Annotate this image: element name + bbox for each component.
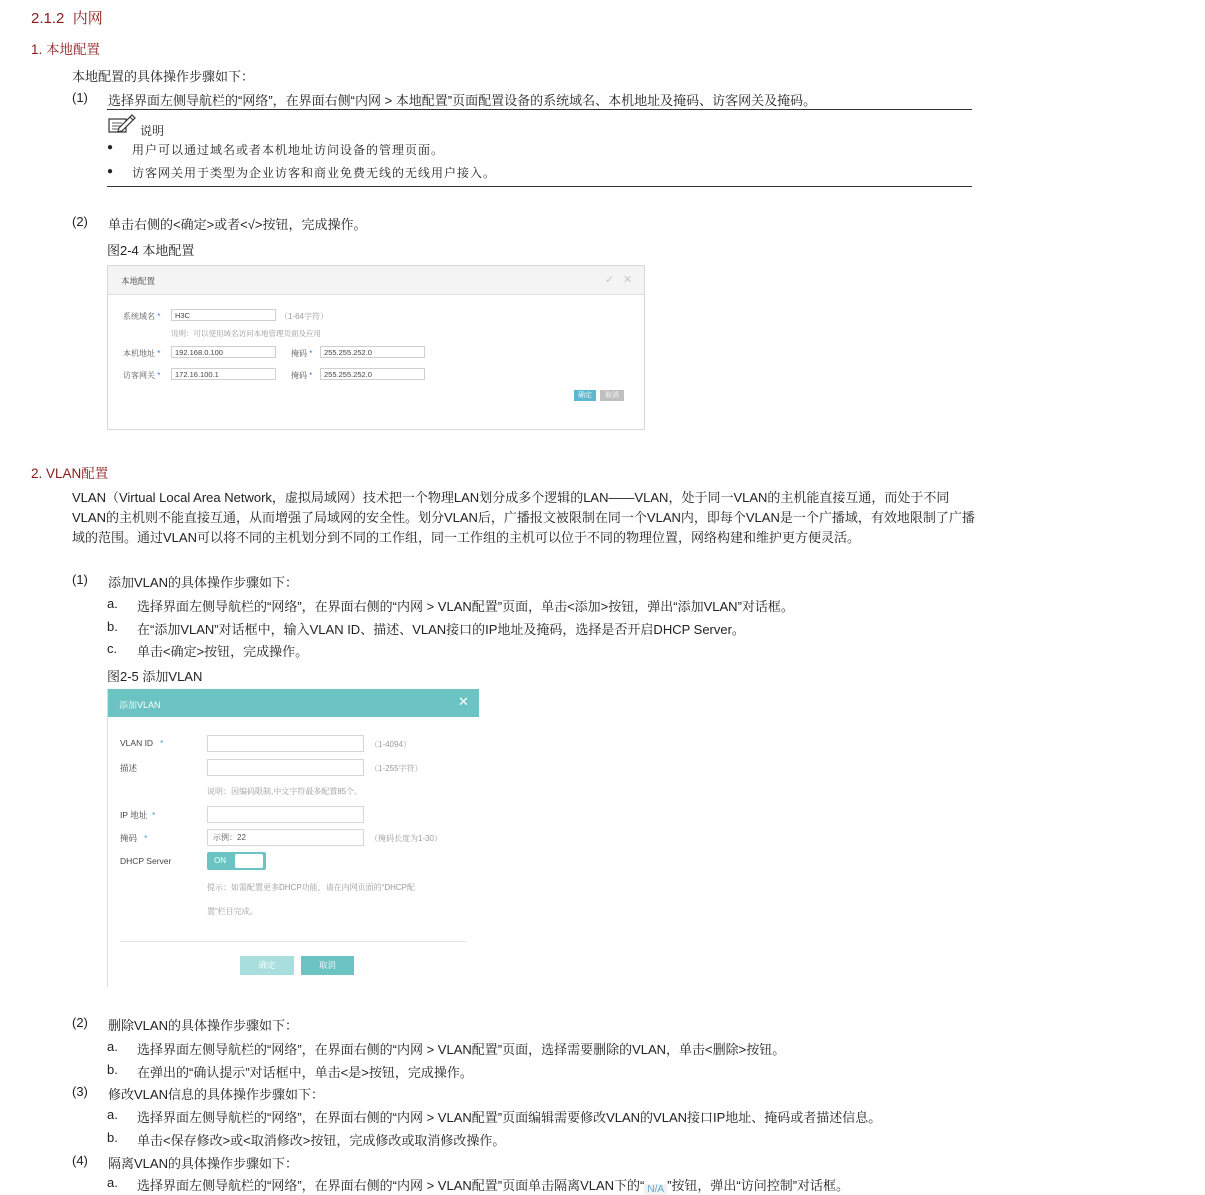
mask-label: 掩码 * xyxy=(120,833,148,843)
vlan-id-input[interactable] xyxy=(207,735,364,752)
local-step-1: 选择界面左侧导航栏的“网络”，在界面右侧“内网 > 本地配置”页面配置设备的系统域名、本机地址及掩码、访客网关及掩码。 xyxy=(108,93,817,108)
step-number: (1) xyxy=(72,90,88,105)
substep-letter: a. xyxy=(107,1107,118,1122)
isolate-vlan-step: 隔离VLAN的具体操作步骤如下： xyxy=(108,1156,298,1171)
mask-input[interactable]: 255.255.252.0 xyxy=(320,346,425,358)
guest-mask-input[interactable]: 255.255.252.0 xyxy=(320,368,425,380)
dhcp-server-toggle[interactable] xyxy=(207,852,266,870)
substep-letter: b. xyxy=(107,1130,118,1145)
note-item: 用户可以通过域名或者本机地址访问设备的管理页面。 xyxy=(132,143,445,157)
add-vlan-substep: 选择界面左侧导航栏的“网络”，在界面右侧的“内网 > VLAN配置”页面，单击<添加>按钮，弹出“添加VLAN”对话框。 xyxy=(137,599,794,614)
ip-address-label: IP 地址 * xyxy=(120,810,156,820)
local-config-dialog xyxy=(107,265,645,430)
dhcp-tip-line-2: 置”栏目完成。 xyxy=(207,907,258,916)
description-input[interactable] xyxy=(207,759,364,776)
dialog-header xyxy=(108,266,644,295)
note-label: 说明 xyxy=(140,124,165,138)
vlan-config-heading: 2. VLAN配置 xyxy=(31,466,109,481)
local-config-intro: 本地配置的具体操作步骤如下： xyxy=(72,69,255,84)
domain-hint: （1-64字符） xyxy=(280,312,329,321)
ok-button[interactable]: 确定 xyxy=(240,956,294,975)
local-config-heading: 1. 本地配置 xyxy=(31,42,101,57)
vlan-id-hint: （1-4094） xyxy=(370,740,411,749)
domain-input[interactable]: H3C xyxy=(171,309,276,321)
cancel-button[interactable]: 取消 xyxy=(600,390,624,401)
description-label: 描述 xyxy=(120,763,138,773)
add-vlan-dialog xyxy=(107,689,479,987)
step-number: (2) xyxy=(72,1015,88,1030)
ip-input[interactable]: 192.168.0.100 xyxy=(171,346,276,358)
substep-letter: c. xyxy=(107,641,118,656)
bullet-dot: ● xyxy=(107,142,114,153)
isolate-text-post: ”按钮，弹出“访问控制”对话框。 xyxy=(667,1178,850,1193)
delete-vlan-step: 删除VLAN的具体操作步骤如下： xyxy=(108,1018,298,1033)
modify-vlan-substep: 单击<保存修改>或<取消修改>按钮，完成修改或取消修改操作。 xyxy=(137,1133,506,1148)
substep-letter: a. xyxy=(107,596,118,611)
close-icon[interactable]: ✕ xyxy=(458,694,469,709)
modify-vlan-substep: 选择界面左侧导航栏的“网络”，在界面右侧的“内网 > VLAN配置”页面编辑需要修改VLAN的VLAN接口IP地址、掩码或者描述信息。 xyxy=(137,1110,882,1125)
bullet-dot: ● xyxy=(107,166,114,177)
mask-input[interactable]: 示例：22 xyxy=(207,829,364,846)
ip-label: 本机地址 * xyxy=(123,349,161,358)
dialog-header xyxy=(108,689,479,717)
delete-vlan-substep: 选择界面左侧导航栏的“网络”，在界面右侧的“内网 > VLAN配置”页面，选择需要删除的VLAN，单击<删除>按钮。 xyxy=(137,1042,786,1057)
dialog-title: 本地配置 xyxy=(121,276,156,286)
description-note: 说明：因编码限制,中文字符最多配置85个。 xyxy=(207,787,363,796)
ip-address-input[interactable] xyxy=(207,806,364,823)
figure-caption: 图2-5 添加VLAN xyxy=(107,669,203,684)
step-number: (2) xyxy=(72,214,88,229)
add-vlan-step: 添加VLAN的具体操作步骤如下： xyxy=(108,575,298,590)
vlan-intro-paragraph: VLAN（Virtual Local Area Network，虚拟局域网）技术把一个物理LAN划分成多个逻辑的LAN——VLAN，处于同一VLAN的主机能直接互通，而处于不同VLAN的主机则不能直接互通，从而增强了局域网的安全性。划分VLAN后，广播报文被限制在同一个VLAN内，即每个VLAN是一个广播域，有效地限制了广播域的范围。通过VLAN可以将不同的主机划分到不同的工作组，同一工作组的主机可以位于不同的物理位置，网络构建和维护更方便灵活。 xyxy=(72,490,975,545)
close-icon[interactable]: ✕ xyxy=(623,274,633,286)
mask-hint: （掩码长度为1-30） xyxy=(370,834,443,843)
toggle-state: ON xyxy=(214,856,226,865)
ok-button[interactable]: 确定 xyxy=(574,390,596,401)
mask-label: 掩码 * xyxy=(291,349,313,358)
isolate-text-pre: 选择界面左侧导航栏的“网络”，在界面右侧的“内网 > VLAN配置”页面单击隔离VLAN下的“ xyxy=(137,1178,645,1193)
isolate-vlan-substep xyxy=(137,1175,849,1195)
guest-gateway-label: 访客网关 * xyxy=(123,371,161,380)
footer-divider xyxy=(120,941,466,942)
note-top-rule xyxy=(107,109,972,110)
dhcp-tip-line-1: 提示：如需配置更多DHCP功能，请在内网页面的“DHCP配 xyxy=(207,883,415,892)
na-badge: N/A xyxy=(644,1184,667,1195)
vlan-id-label: VLAN ID * xyxy=(120,738,164,748)
step-number: (3) xyxy=(72,1084,88,1099)
substep-letter: b. xyxy=(107,1062,118,1077)
note-bottom-rule xyxy=(107,186,972,187)
domain-note: 说明：可以使用域名访问本地管理页面及应用 xyxy=(171,329,321,338)
add-vlan-substep: 单击<确定>按钮，完成操作。 xyxy=(137,644,309,659)
note-item: 访客网关用于类型为企业访客和商业免费无线的无线用户接入。 xyxy=(132,166,497,180)
toggle-knob xyxy=(235,854,263,868)
section-title-text: 内网 xyxy=(72,10,103,27)
description-hint: （1-255字符） xyxy=(370,764,423,773)
delete-vlan-substep: 在弹出的“确认提示”对话框中，单击<是>按钮，完成操作。 xyxy=(137,1065,473,1080)
local-step-2: 单击右侧的<确定>或者<√>按钮，完成操作。 xyxy=(108,217,367,232)
guest-gateway-input[interactable]: 172.16.100.1 xyxy=(171,368,276,380)
domain-label: 系统域名 * xyxy=(123,312,161,321)
section-number: 2.1.2 xyxy=(31,10,65,27)
note-pencil-icon xyxy=(107,113,137,140)
modify-vlan-step: 修改VLAN信息的具体操作步骤如下： xyxy=(108,1087,324,1102)
figure-caption: 图2-4 本地配置 xyxy=(107,243,195,258)
guest-mask-label: 掩码 * xyxy=(291,371,313,380)
cancel-button[interactable]: 取消 xyxy=(301,956,354,975)
step-number: (4) xyxy=(72,1153,88,1168)
substep-letter: a. xyxy=(107,1175,118,1190)
add-vlan-substep: 在“添加VLAN”对话框中，输入VLAN ID、描述、VLAN接口的IP地址及掩码，选择是否开启DHCP Server。 xyxy=(137,622,745,637)
step-number: (1) xyxy=(72,572,88,587)
section-title xyxy=(31,7,103,28)
dialog-title: 添加VLAN xyxy=(119,700,161,710)
substep-letter: b. xyxy=(107,619,118,634)
confirm-check-icon[interactable]: ✓ xyxy=(605,274,615,286)
dhcp-server-label: DHCP Server xyxy=(120,856,172,866)
substep-letter: a. xyxy=(107,1039,118,1054)
